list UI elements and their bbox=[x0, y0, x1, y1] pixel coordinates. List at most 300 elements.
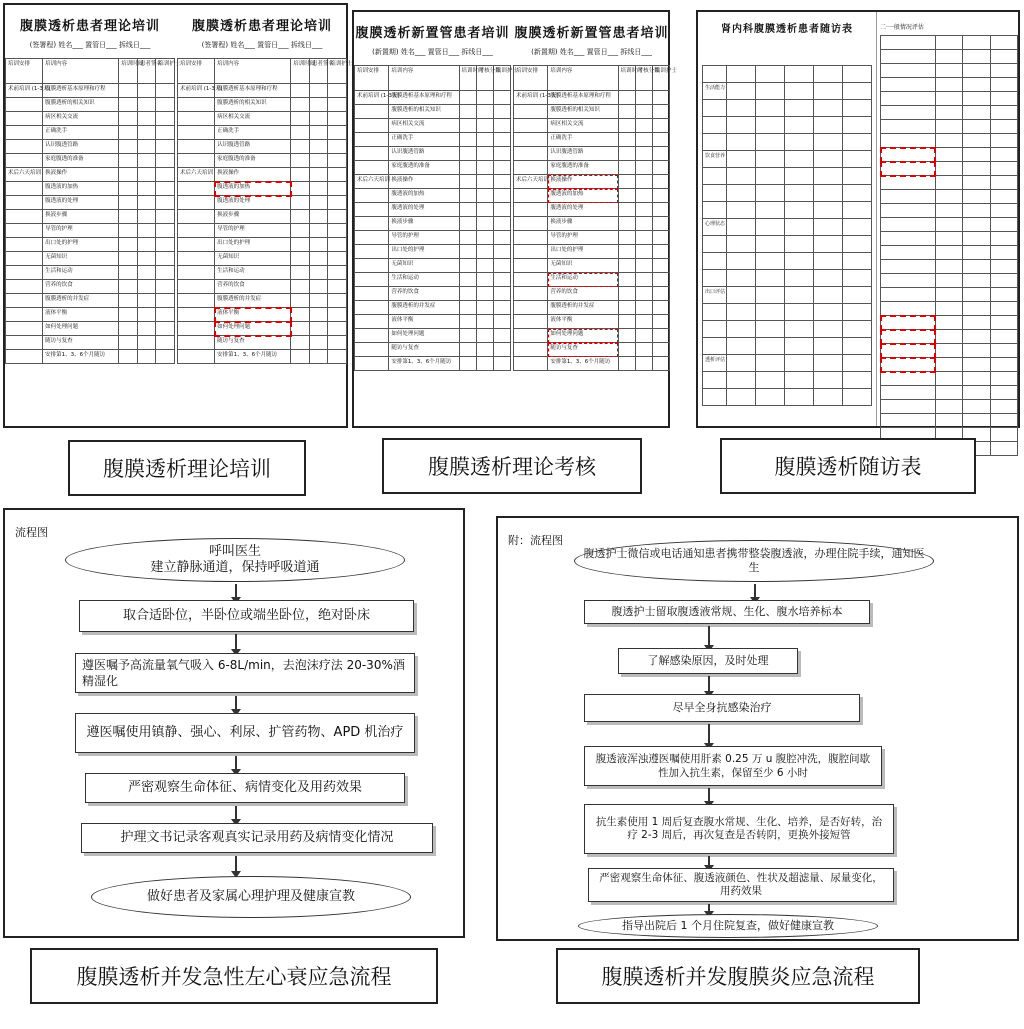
table-cell bbox=[459, 315, 476, 329]
table-cell bbox=[635, 147, 652, 161]
table-cell: 生活和运动 bbox=[389, 273, 459, 287]
header-field: 姓名___ bbox=[559, 48, 585, 56]
table-cell bbox=[635, 329, 652, 343]
table-cell bbox=[178, 350, 215, 364]
table-cell bbox=[355, 105, 389, 119]
col-header: 培训护士 bbox=[328, 59, 347, 84]
table-row bbox=[881, 302, 1018, 316]
flow-step-cause: 了解感染原因，及时处理 bbox=[618, 648, 798, 674]
table-cell bbox=[119, 294, 138, 308]
table-cell bbox=[784, 168, 813, 185]
table-cell bbox=[514, 315, 548, 329]
table-cell bbox=[935, 386, 962, 400]
table-cell bbox=[355, 245, 389, 259]
followup-form-panel bbox=[696, 10, 1020, 428]
table-cell bbox=[784, 185, 813, 202]
table-row bbox=[703, 151, 872, 168]
table-cell bbox=[119, 350, 138, 364]
table-cell bbox=[813, 151, 842, 168]
table-cell bbox=[990, 92, 1017, 106]
header-field: 置管日___ bbox=[257, 41, 289, 49]
table-cell bbox=[652, 119, 669, 133]
table-cell bbox=[137, 84, 156, 98]
table-row bbox=[703, 355, 872, 372]
table-cell bbox=[137, 266, 156, 280]
table-cell bbox=[755, 151, 784, 168]
table-row bbox=[355, 189, 511, 203]
table-cell: 营养的饮食 bbox=[548, 287, 618, 301]
table-cell bbox=[476, 231, 493, 245]
table-cell bbox=[156, 182, 175, 196]
table-cell bbox=[618, 217, 635, 231]
flow-arrow bbox=[235, 756, 237, 770]
table-row bbox=[703, 338, 872, 355]
table-cell bbox=[618, 133, 635, 147]
table-cell bbox=[328, 154, 347, 168]
table-cell bbox=[476, 161, 493, 175]
table-cell bbox=[703, 66, 727, 83]
table-cell bbox=[963, 246, 990, 260]
table-cell bbox=[726, 168, 755, 185]
table-cell bbox=[703, 389, 727, 406]
col-header: 考核分数 bbox=[635, 66, 652, 91]
flow-step-heparin: 腹透液浑浊遵医嘱使用肝素 0.25 万 u 腹腔冲洗，腹腔间歇性加入抗生素，保留至少 6 小时 bbox=[584, 746, 882, 786]
table-cell bbox=[755, 270, 784, 287]
header-field: 姓名___ bbox=[400, 48, 426, 56]
table-cell bbox=[935, 414, 962, 428]
table-row bbox=[6, 280, 175, 294]
table-cell bbox=[635, 287, 652, 301]
table-cell bbox=[652, 175, 669, 189]
table-cell: 液体平衡 bbox=[548, 315, 618, 329]
table-cell bbox=[178, 112, 215, 126]
table-cell bbox=[493, 203, 510, 217]
flow-step-call-doctor: 呼叫医生 建立静脉通道，保持呼吸道通 bbox=[65, 538, 405, 582]
table-cell bbox=[784, 355, 813, 372]
table-cell: 术后六天培训 bbox=[514, 175, 548, 189]
flow-step-record: 护理文书记录客观真实记录用药及病情变化情况 bbox=[81, 823, 433, 853]
table-cell bbox=[755, 185, 784, 202]
table-cell bbox=[514, 329, 548, 343]
flow-arrow bbox=[708, 856, 710, 866]
table-cell bbox=[935, 78, 962, 92]
table-row bbox=[178, 350, 347, 364]
header-field: (新置期) bbox=[531, 48, 558, 56]
table-cell bbox=[703, 134, 727, 151]
table-cell bbox=[842, 66, 871, 83]
col-header: 培训内容 bbox=[548, 66, 618, 91]
table-cell bbox=[726, 83, 755, 100]
table-cell bbox=[6, 98, 43, 112]
table-cell bbox=[842, 219, 871, 236]
table-cell bbox=[459, 203, 476, 217]
table-cell bbox=[990, 274, 1017, 288]
table-cell bbox=[493, 189, 510, 203]
table-cell bbox=[935, 120, 962, 134]
training-left-header bbox=[5, 40, 175, 50]
flow-arrow bbox=[708, 788, 710, 802]
table-cell bbox=[784, 134, 813, 151]
table-cell bbox=[6, 224, 43, 238]
table-cell bbox=[881, 50, 936, 64]
flow-header: 附：流程图 bbox=[508, 534, 563, 547]
table-cell bbox=[703, 168, 727, 185]
table-cell: 换液步骤 bbox=[548, 217, 618, 231]
table-cell bbox=[813, 355, 842, 372]
table-cell bbox=[881, 316, 936, 330]
header-field: 置管日___ bbox=[85, 41, 117, 49]
table-row bbox=[881, 36, 1018, 50]
table-cell bbox=[635, 357, 652, 371]
table-cell bbox=[6, 126, 43, 140]
table-cell: 腹膜透析基本原理和疗程 bbox=[389, 91, 459, 105]
table-cell bbox=[881, 400, 936, 414]
table-cell bbox=[328, 224, 347, 238]
table-cell bbox=[935, 64, 962, 78]
table-cell bbox=[635, 245, 652, 259]
table-cell bbox=[726, 253, 755, 270]
col-header: 培训安排 bbox=[514, 66, 548, 91]
table-cell bbox=[842, 151, 871, 168]
table-cell bbox=[813, 389, 842, 406]
table-cell bbox=[476, 301, 493, 315]
table-row bbox=[6, 140, 175, 154]
table-cell bbox=[137, 308, 156, 322]
table-cell bbox=[842, 117, 871, 134]
table-row bbox=[6, 112, 175, 126]
table-cell: 饮食营养 bbox=[703, 151, 727, 168]
table-cell: 术后六天培训 bbox=[6, 168, 43, 182]
table-cell bbox=[703, 338, 727, 355]
table-cell: 导管的护理 bbox=[548, 231, 618, 245]
table-cell bbox=[291, 210, 310, 224]
table-cell bbox=[784, 287, 813, 304]
table-cell bbox=[881, 120, 936, 134]
table-cell bbox=[935, 92, 962, 106]
table-cell bbox=[784, 83, 813, 100]
table-cell bbox=[813, 270, 842, 287]
table-cell bbox=[291, 336, 310, 350]
table-cell: 术后六天培训 bbox=[355, 175, 389, 189]
table-cell bbox=[459, 343, 476, 357]
table-cell: 如何处理问题 bbox=[389, 329, 459, 343]
table-cell bbox=[493, 343, 510, 357]
table-cell: 腹膜透析基本原理和疗程 bbox=[43, 84, 119, 98]
table-row bbox=[178, 336, 347, 350]
table-row bbox=[881, 92, 1018, 106]
exam-caption: 腹膜透析理论考核 bbox=[382, 438, 642, 494]
table-cell bbox=[355, 189, 389, 203]
followup-form-right bbox=[880, 12, 1018, 426]
followup-title: 肾内科腹膜透析患者随访表 bbox=[721, 24, 853, 35]
table-cell bbox=[842, 338, 871, 355]
table-cell bbox=[784, 304, 813, 321]
table-cell bbox=[990, 442, 1017, 456]
table-cell bbox=[990, 120, 1017, 134]
header-field: 拆线日___ bbox=[461, 48, 493, 56]
table-cell bbox=[291, 182, 310, 196]
table-cell bbox=[935, 162, 962, 176]
table-cell bbox=[881, 302, 936, 316]
followup-right-header: 二·一般情况评估 bbox=[880, 24, 924, 31]
table-row bbox=[355, 301, 511, 315]
table-cell bbox=[309, 252, 328, 266]
table-cell bbox=[291, 266, 310, 280]
table-cell bbox=[963, 190, 990, 204]
table-cell bbox=[355, 147, 389, 161]
table-cell bbox=[6, 322, 43, 336]
table-cell bbox=[842, 202, 871, 219]
table-cell bbox=[328, 126, 347, 140]
table-row bbox=[881, 106, 1018, 120]
table-cell: 腹膜透析的相关知识 bbox=[548, 105, 618, 119]
table-cell bbox=[963, 372, 990, 386]
table-cell bbox=[476, 119, 493, 133]
table-cell bbox=[703, 100, 727, 117]
col-header: 患者签名 bbox=[137, 59, 156, 84]
table-cell bbox=[990, 260, 1017, 274]
table-cell bbox=[755, 304, 784, 321]
table-cell bbox=[291, 322, 310, 336]
table-cell bbox=[328, 168, 347, 182]
table-cell bbox=[726, 117, 755, 134]
table-cell bbox=[476, 203, 493, 217]
table-cell: 液体平衡 bbox=[43, 308, 119, 322]
table-cell: 无菌知识 bbox=[548, 259, 618, 273]
table-row bbox=[881, 400, 1018, 414]
header-field: (签署程) bbox=[29, 41, 57, 49]
table-cell bbox=[119, 182, 138, 196]
table-row bbox=[178, 210, 347, 224]
training-left-title: 腹膜透析患者理论培训 bbox=[19, 19, 160, 34]
table-cell bbox=[963, 260, 990, 274]
table-cell bbox=[618, 231, 635, 245]
table-cell: 换液步骤 bbox=[215, 210, 291, 224]
table-cell bbox=[635, 273, 652, 287]
table-cell bbox=[355, 301, 389, 315]
flow-header: 流程图 bbox=[15, 526, 48, 539]
table-cell bbox=[476, 91, 493, 105]
table-row bbox=[881, 260, 1018, 274]
table-cell bbox=[990, 316, 1017, 330]
header-field: 置管日___ bbox=[586, 48, 619, 56]
table-cell bbox=[726, 66, 755, 83]
col-header: 培训内容 bbox=[215, 59, 291, 84]
table-cell bbox=[137, 210, 156, 224]
table-cell bbox=[618, 357, 635, 371]
table-cell bbox=[935, 218, 962, 232]
table-cell bbox=[355, 273, 389, 287]
table-cell bbox=[652, 203, 669, 217]
table-cell bbox=[514, 231, 548, 245]
table-cell bbox=[514, 245, 548, 259]
training-right-title: 腹膜透析患者理论培训 bbox=[191, 19, 332, 34]
table-cell: 认识腹透管路 bbox=[389, 147, 459, 161]
table-cell bbox=[635, 343, 652, 357]
flow-step-discharge: 指导出院后 1 个月住院复查，做好健康宣教 bbox=[578, 914, 878, 938]
table-cell bbox=[881, 386, 936, 400]
flow-step-monitor: 严密观察生命体征、腹透液颜色、性状及超滤量、尿量变化，用药效果 bbox=[588, 868, 894, 902]
table-cell bbox=[726, 236, 755, 253]
table-cell: 认识腹透管路 bbox=[43, 140, 119, 154]
table-row bbox=[881, 372, 1018, 386]
table-row bbox=[881, 218, 1018, 232]
table-cell: 出口处的护理 bbox=[43, 238, 119, 252]
table-cell bbox=[119, 210, 138, 224]
table-cell bbox=[309, 182, 328, 196]
table-cell bbox=[755, 372, 784, 389]
table-cell bbox=[476, 245, 493, 259]
table-cell bbox=[755, 83, 784, 100]
table-cell bbox=[493, 273, 510, 287]
table-cell bbox=[990, 78, 1017, 92]
table-cell bbox=[493, 259, 510, 273]
table-row bbox=[703, 117, 872, 134]
table-cell bbox=[755, 338, 784, 355]
table-row bbox=[514, 119, 670, 133]
table-cell bbox=[935, 134, 962, 148]
table-cell bbox=[703, 236, 727, 253]
table-cell bbox=[328, 210, 347, 224]
table-cell bbox=[618, 105, 635, 119]
table-cell: 出口评估 bbox=[703, 287, 727, 304]
table-row bbox=[6, 322, 175, 336]
table-row bbox=[355, 105, 511, 119]
col-header: 培训时间 bbox=[618, 66, 635, 91]
table-row bbox=[6, 336, 175, 350]
peritonitis-flow-panel bbox=[496, 516, 1019, 941]
table-cell bbox=[156, 84, 175, 98]
exam-form-panel bbox=[352, 10, 677, 428]
col-header: 考核分数 bbox=[476, 66, 493, 91]
table-row bbox=[703, 66, 872, 83]
flow-step-notify: 腹透护士微信或电话通知患者携带整袋腹透液，办理住院手续，通知医生 bbox=[574, 540, 934, 582]
table-cell bbox=[990, 64, 1017, 78]
table-row bbox=[703, 321, 872, 338]
table-cell bbox=[618, 343, 635, 357]
table-cell: 病区相关交流 bbox=[548, 119, 618, 133]
table-cell bbox=[635, 231, 652, 245]
table-cell: 腹透液的处理 bbox=[215, 196, 291, 210]
table-cell bbox=[842, 253, 871, 270]
table-cell: 导管的护理 bbox=[215, 224, 291, 238]
table-cell bbox=[493, 231, 510, 245]
table-row bbox=[703, 219, 872, 236]
table-cell bbox=[476, 329, 493, 343]
table-cell: 无菌知识 bbox=[43, 252, 119, 266]
table-cell bbox=[935, 358, 962, 372]
table-cell bbox=[137, 280, 156, 294]
table-row bbox=[881, 176, 1018, 190]
table-cell bbox=[990, 344, 1017, 358]
table-cell bbox=[178, 140, 215, 154]
header-field: (签署程) bbox=[201, 41, 229, 49]
exam-left-table bbox=[354, 65, 518, 371]
table-cell bbox=[652, 231, 669, 245]
flow-step-sample: 腹透护士留取腹透液常规、生化、腹水培养标本 bbox=[584, 600, 870, 624]
table-row bbox=[355, 315, 511, 329]
table-cell bbox=[842, 355, 871, 372]
training-right-header bbox=[177, 40, 347, 50]
table-cell bbox=[178, 210, 215, 224]
table-cell: 腹透液的加热 bbox=[548, 189, 618, 203]
table-row bbox=[355, 203, 511, 217]
table-cell bbox=[813, 100, 842, 117]
col-header: 培训护士 bbox=[652, 66, 669, 91]
table-cell bbox=[755, 134, 784, 151]
table-cell bbox=[119, 238, 138, 252]
table-cell bbox=[476, 105, 493, 119]
table-cell bbox=[963, 78, 990, 92]
table-cell: 术前培训 (1-3天) bbox=[355, 91, 389, 105]
table-cell bbox=[652, 189, 669, 203]
table-row bbox=[355, 343, 511, 357]
table-cell bbox=[156, 196, 175, 210]
table-cell bbox=[881, 218, 936, 232]
table-cell bbox=[328, 84, 347, 98]
col-header: 培训护士 bbox=[493, 66, 510, 91]
table-cell bbox=[156, 238, 175, 252]
table-row bbox=[703, 270, 872, 287]
table-cell bbox=[459, 91, 476, 105]
table-cell bbox=[813, 304, 842, 321]
table-row bbox=[881, 162, 1018, 176]
followup-right-table bbox=[880, 35, 1018, 456]
table-cell bbox=[6, 336, 43, 350]
table-cell bbox=[881, 246, 936, 260]
header-field: 拆线日___ bbox=[290, 41, 323, 49]
table-cell bbox=[291, 84, 310, 98]
table-cell bbox=[459, 161, 476, 175]
table-cell bbox=[309, 336, 328, 350]
table-cell bbox=[755, 389, 784, 406]
table-row bbox=[881, 148, 1018, 162]
table-cell bbox=[493, 315, 510, 329]
flow-arrow bbox=[708, 904, 710, 912]
table-cell bbox=[703, 202, 727, 219]
table-cell: 腹膜透析的相关知识 bbox=[389, 105, 459, 119]
table-cell bbox=[784, 219, 813, 236]
table-cell: 生活和运动 bbox=[43, 266, 119, 280]
table-cell bbox=[309, 210, 328, 224]
table-cell bbox=[652, 147, 669, 161]
table-row bbox=[881, 414, 1018, 428]
col-header: 培训安排 bbox=[6, 59, 43, 84]
table-cell bbox=[119, 98, 138, 112]
table-cell bbox=[6, 350, 43, 364]
table-cell bbox=[963, 414, 990, 428]
table-cell bbox=[635, 217, 652, 231]
table-cell: 换液步骤 bbox=[43, 210, 119, 224]
table-cell bbox=[137, 336, 156, 350]
table-cell bbox=[784, 100, 813, 117]
table-cell bbox=[652, 315, 669, 329]
table-cell bbox=[842, 185, 871, 202]
table-cell bbox=[990, 134, 1017, 148]
table-cell: 换液操作 bbox=[215, 168, 291, 182]
table-cell bbox=[755, 202, 784, 219]
table-cell bbox=[291, 308, 310, 322]
exam-form-left bbox=[354, 12, 518, 426]
table-cell bbox=[514, 203, 548, 217]
table-cell bbox=[618, 189, 635, 203]
table-cell bbox=[935, 372, 962, 386]
flow-arrow bbox=[235, 584, 237, 598]
col-header: 培训护士 bbox=[156, 59, 175, 84]
table-cell bbox=[355, 287, 389, 301]
table-cell: 术前培训 (1-3天) bbox=[514, 91, 548, 105]
table-cell bbox=[119, 266, 138, 280]
